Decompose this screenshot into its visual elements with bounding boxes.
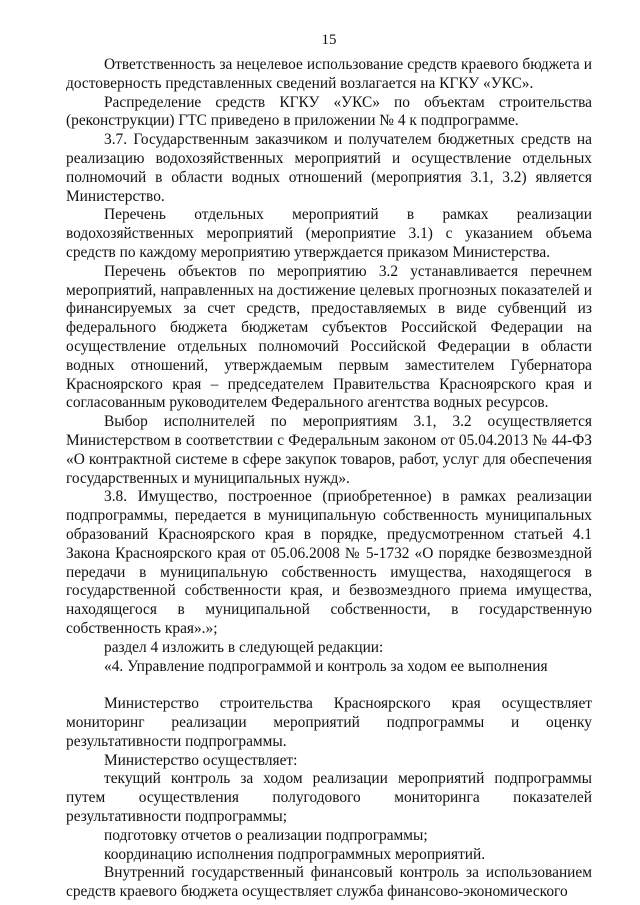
list-item: текущий контроль за ходом реализации мероприятий подпрограммы путем осуществления полугодового мониторинга показателей результативности подпрограммы; bbox=[66, 770, 592, 826]
paragraph: Перечень отдельных мероприятий в рамках реализации водохозяйственных мероприятий (мероприятие 3.1) с указанием объема средств по каждому мероприятию утверждается приказом Министерства. bbox=[66, 206, 592, 261]
list-item: координацию исполнения подпрограммных мероприятий. bbox=[104, 845, 486, 863]
paragraph: раздел 4 изложить в следующей редакции: bbox=[104, 638, 384, 656]
paragraph: Внутренний государственный финансовый контроль за использованием средств краевого бюджета осуществляет служба финансово-экономического bbox=[66, 864, 592, 901]
document-page bbox=[66, 30, 592, 902]
paragraph: Выбор исполнителей по мероприятиям 3.1, 3.2 осуществляется Министерством в соответствии с Федеральным законом от 05.04.2013 № 44-ФЗ «О контрактной системе в сфере закупок товаров, работ, услуг для обеспечения государственных и муниципальных нужд». bbox=[66, 413, 592, 487]
paragraph: Перечень объектов по мероприятию 3.2 устанавливается перечнем мероприятий, направленных на достижение целевых прогнозных показателей и финансируемых за счет средств, предоставляемых в виде субвенций из федерального бюджета бюджетам субъектов Российской Федерации на осуществление отдельных полномочий Российской Федерации в области водных отношений, утверждаемым первым заместителем Губернатора Красноярского края – председателем Правительства Красноярского края и согласованным руководителем Федерального агентства водных ресурсов. bbox=[66, 262, 592, 412]
section-heading: «4. Управление подпрограммой и контроль за ходом ее выполнения bbox=[104, 657, 548, 675]
paragraph: 3.7. Государственным заказчиком и получателем бюджетных средств на реализацию водохозяйственных мероприятий и осуществление отдельных полномочий в области водных отношений (мероприятия 3.1, 3.2) является Министерство. bbox=[66, 131, 592, 205]
paragraph: 3.8. Имущество, построенное (приобретенное) в рамках реализации подпрограммы, передается в муниципальную собственность муниципальных образований Красноярского края в порядке, предусмотренном статьей 4.1 Закона Красноярского края от 05.06.2008 № 5-1732 «О порядке безвозмездной передачи в муниципальную собственность имущества, находящегося в государственной собственности края, и безвозмездного приема имущества, находящегося в муниципальной собственности, в государственную собственность края».»; bbox=[66, 488, 592, 637]
paragraph: Ответственность за нецелевое использование средств краевого бюджета и достоверность представленных сведений возлагается на КГКУ «УКС». bbox=[66, 56, 592, 92]
paragraph: Министерство осуществляет: bbox=[104, 751, 298, 769]
paragraph: Министерство строительства Красноярского края осуществляет мониторинг реализации мероприятий подпрограммы и оценку результативности подпрограммы. bbox=[66, 695, 592, 750]
page-number: 15 bbox=[321, 32, 337, 48]
paragraph: Распределение средств КГКУ «УКС» по объектам строительства (реконструкции) ГТС приведено в приложении № 4 к подпрограмме. bbox=[66, 93, 592, 130]
list-item: подготовку отчетов о реализации подпрограммы; bbox=[104, 826, 428, 844]
